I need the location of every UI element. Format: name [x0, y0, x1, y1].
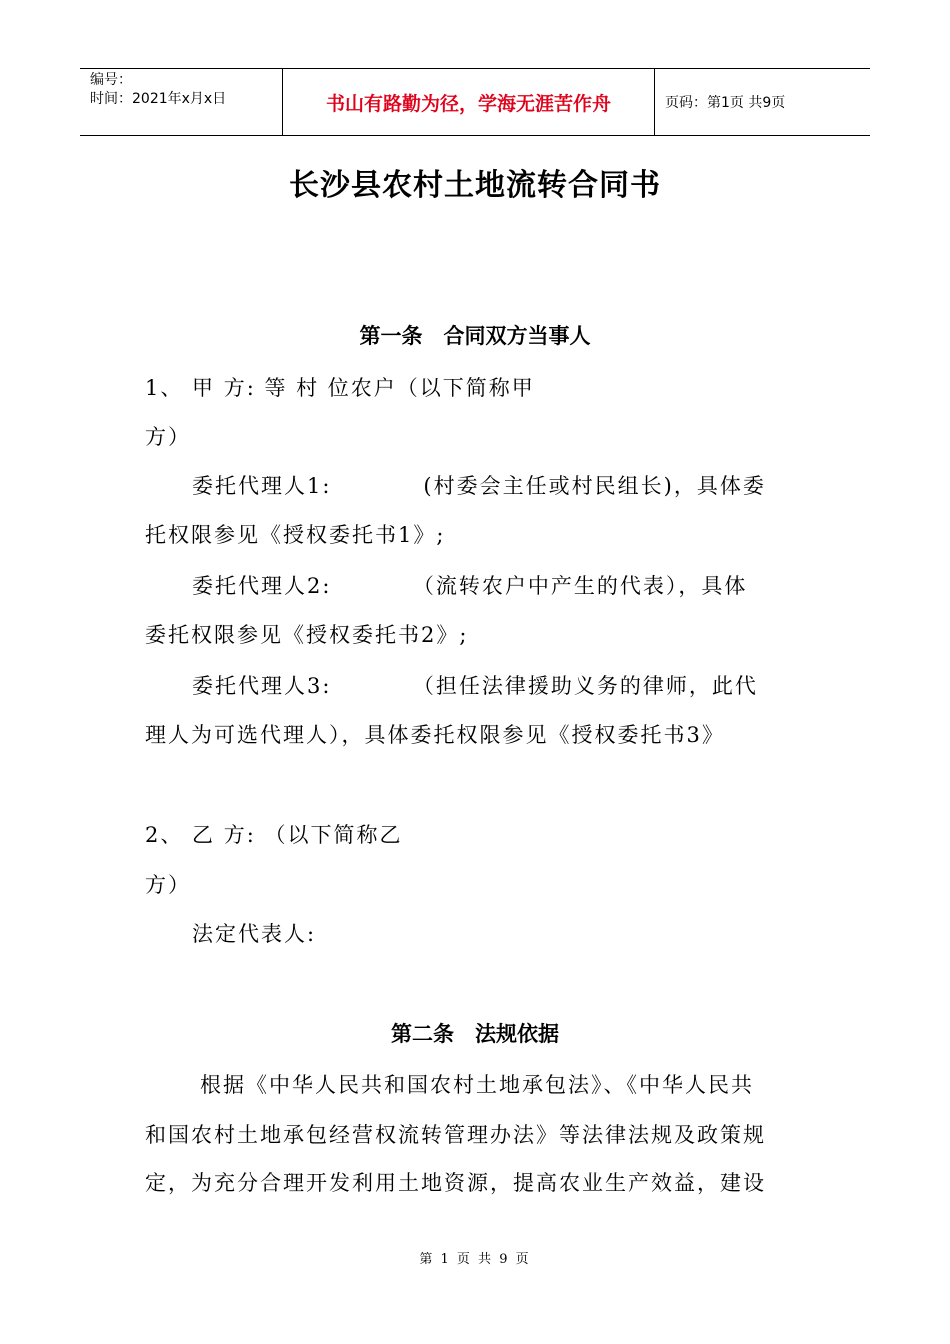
agent3-line-cont: 理人为可选代理人），具体委托权限参见《授权委托书3》: [145, 723, 725, 747]
header-motto: 书山有路勤为径，学海无涯苦作舟: [282, 69, 655, 135]
page-footer: 第 1 页 共 9 页: [419, 1252, 531, 1267]
party-a-line: [145, 372, 535, 402]
header-meta: [80, 69, 282, 135]
party-b-line: 2、 乙 方: （以下简称乙: [145, 823, 403, 847]
article2-line3: 定，为充分合理开发利用土地资源，提高农业生产效益，建设: [145, 1171, 766, 1195]
article1-heading: 第一条 合同双方当事人: [359, 324, 591, 348]
article2-line1: 根据《中华人民共和国农村土地承包法》、《中华人民共: [200, 1073, 754, 1097]
agent1-line: 委托代理人1: (村委会主任或村民组长)，具体委: [192, 474, 766, 498]
legal-representative-line: 法定代表人:: [192, 922, 317, 946]
number-label: 编号：: [90, 72, 132, 88]
agent2-line-cont: 委托权限参见《授权委托书2》;: [145, 623, 469, 647]
party-a-line-cont: 方）: [145, 425, 191, 449]
party-b-line-cont: 方）: [145, 873, 191, 897]
party-a-text: 1、 甲 方: 等 村 位农户（以下简称甲: [145, 376, 535, 400]
agent1-line-cont: 托权限参见《授权委托书1》;: [145, 523, 446, 547]
agent3-line: 委托代理人3: （担任法律援助义务的律师，此代: [192, 674, 758, 698]
date-label: 时间：2021年x月x日: [90, 91, 227, 107]
header-page-number: 页码：第1页 共9页: [665, 95, 786, 111]
article2-heading: 第二条 法规依据: [391, 1022, 559, 1046]
agent2-line: 委托代理人2: （流转农户中产生的代表），具体: [192, 574, 748, 598]
page-header: [80, 68, 870, 136]
article2-line2: 和国农村土地承包经营权流转管理办法》等法律法规及政策规: [145, 1123, 766, 1147]
document-title: 长沙县农村土地流转合同书: [289, 168, 661, 203]
